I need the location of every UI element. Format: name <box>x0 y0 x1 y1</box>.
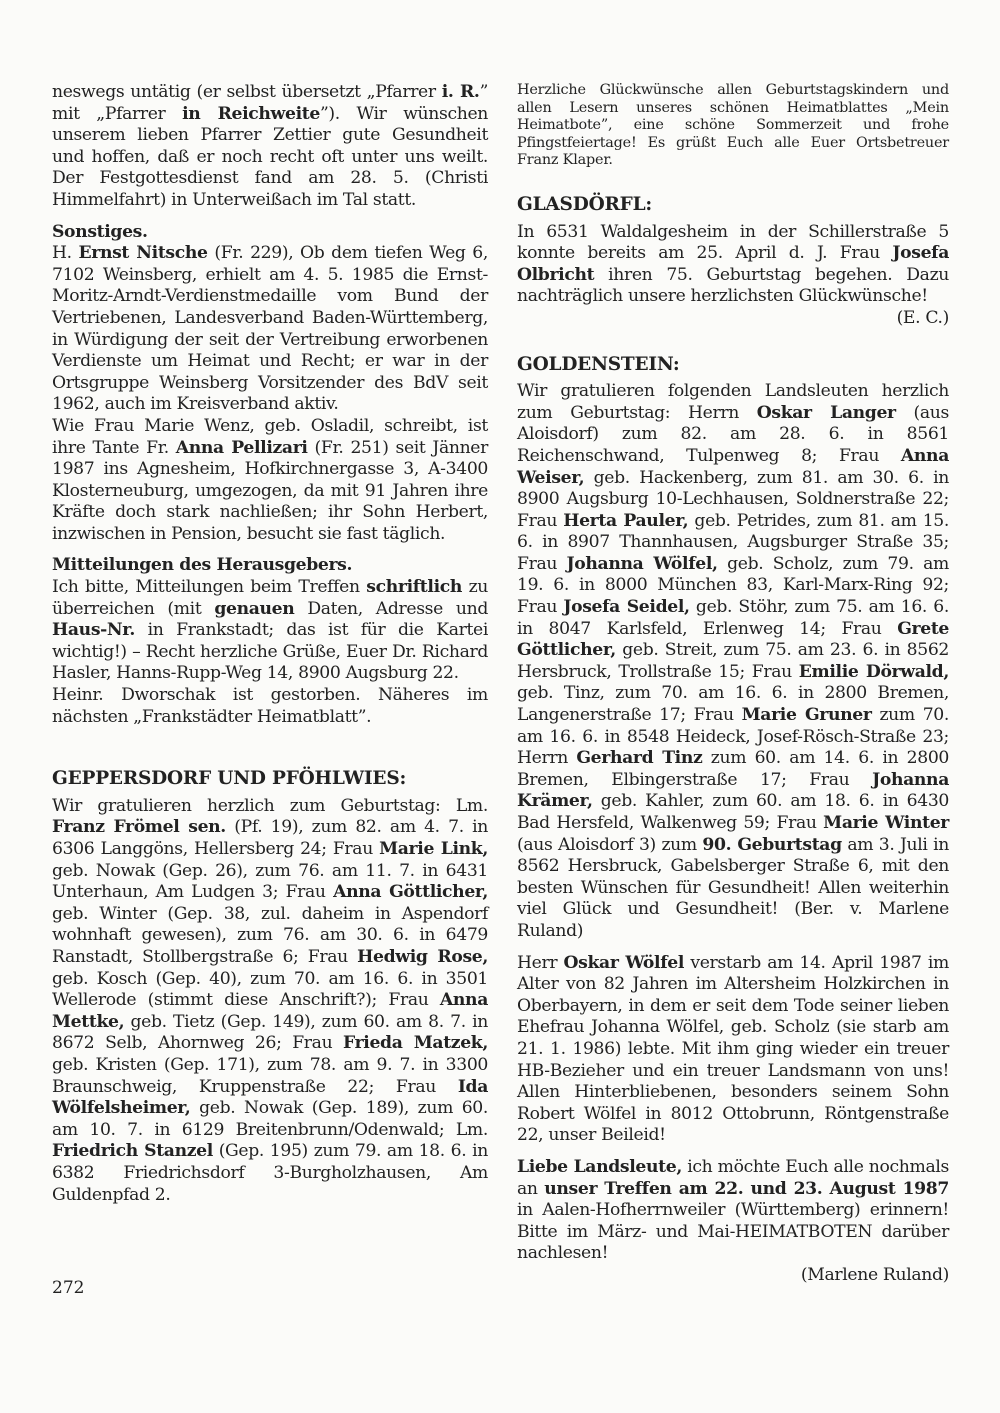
right-column <box>517 82 949 1286</box>
paragraph-nitsche: H. Ernst Nitsche (Fr. 229), Ob dem tiefen Weg 6, 7102 Weinsberg, erhielt am 4. 5. 1985 die Ernst-Moritz-Arndt-Verdienstmedaille vom Bund der Vertriebenen, Landesverband Baden-Württemberg, in Würdigung der seit der Vertreibung erworbenen Verdienste um Heimat und Recht; er war in der Ortsgruppe Weinsberg Vorsitzender des BdV seit 1962, auch im Kreisverband aktiv. <box>52 243 488 415</box>
section-heading-geppersdorf: GEPPERSDORF UND PFÖHLWIES: <box>52 768 407 790</box>
paragraph-treffen-reminder: Liebe Landsleute, ich möchte Euch alle nochmals an unser Treffen am 22. und 23. August 1987 in Aalen-Hofherrnweiler (Württemberg) erinnern! Bitte im März- und Mai-HEIMATBOTEN darüber nachlesen! <box>517 1156 949 1264</box>
page-number: 272 <box>52 1278 85 1298</box>
paragraph-glasdoerfl: In 6531 Waldalgesheim in der Schillerstraße 5 konnte bereits am 25. April d. J. Frau Josefa Olbricht ihren 75. Geburtstag begehen. Dazu nachträglich unsere herzlichsten Glückwünsche! <box>517 221 949 307</box>
section-heading-goldenstein: GOLDENSTEIN: <box>517 353 680 375</box>
paragraph-goldenstein: Wir gratulieren folgenden Landsleuten herzlich zum Geburtstag: Herrn Oskar Langer (aus Aloisdorf) zum 82. am 28. 6. in 8561 Reichenschwand, Tulpenweg 8; Frau Anna Weiser, geb. Hackenberg, zum 81. am 30. 6. in 8900 Augsburg 10-Lechhausen, Soldnerstraße 22; Frau Herta Pauler, geb. Petrides, zum 81. am 15. 6. in 8907 Thannhausen, Augsburger Straße 35; Frau Johanna Wölfel, geb. Scholz, zum 79. am 19. 6. in 8000 München 83, Karl-Marx-Ring 92; Frau Josefa Seidel, geb. Stöhr, zum 75. am 16. 6. in 8047 Karlsfeld, Erlenweg 14; Frau Grete Göttlicher, geb. Streit, zum 75. am 23. 6. in 8562 Hersbruck, Trollstraße 15; Frau Emilie Dörwald, geb. Tinz, zum 70. am 16. 6. in 2800 Bremen, Langenerstraße 17; Frau Marie Gruner zum 70. am 16. 6. in 8548 Heideck, Josef-Rösch-Straße 23; Herrn Gerhard Tinz zum 60. am 14. 6. in 2800 Bremen, Elbingerstraße 17; Frau Johanna Krämer, geb. Kahler, zum 60. am 18. 6. in 6430 Bad Hersfeld, Walkenweg 59; Frau Marie Winter (aus Aloisdorf 3) zum 90. Geburtstag am 3. Juli in 8562 Hersbruck, Gabelsberger Straße 6, mit den besten Wünschen für Gesundheit! Allen weiterhin viel Glück und Gesundheit! (Ber. v. Marlene Ruland) <box>517 381 950 941</box>
paragraph-greetings: Herzliche Glückwünsche allen Geburtstagskindern und allen Lesern unseres schönen Heimatblattes „Mein Heimatbote”, eine schöne Sommerzeit und frohe Pfingstfeiertage! Es grüßt Euch alle Euer Ortsbetreuer Franz Klaper. <box>517 82 949 169</box>
subheading-mitteilungen: Mitteilungen des Herausgebers. <box>52 555 353 576</box>
signature-ec: (E. C.) <box>896 307 949 328</box>
left-column <box>52 82 488 1206</box>
section-heading-glasdoerfl: GLASDÖRFL: <box>517 193 653 215</box>
subheading-sonstiges: Sonstiges. <box>52 221 148 242</box>
paragraph-obituary-woelfel: Herr Oskar Wölfel verstarb am 14. April 1987 im Alter von 82 Jahren im Altersheim Holzkirchen in Oberbayern, in dem er seit dem Tode seiner lieben Ehefrau Johanna Wölfel, geb. Scholz (sie starb am 21. 1. 1986) lebte. Mit ihm ging wieder ein treuer HB-Bezieher und ein treuer Landsmann von uns! Allen Hinterbliebenen, besonders seinem Sohn Robert Wölfel in 8012 Ottobrunn, Röntgenstraße 22, unser Beileid! <box>517 952 949 1146</box>
paragraph-pfarrer: neswegs untätig (er selbst übersetzt „Pfarrer i. R.” mit „Pfarrer in Reichweite”). Wir wünschen unserem lieben Pfarrer Zettier gute Gesundheit und hoffen, daß er noch recht oft unter uns weilt. Der Festgottesdienst fand am 28. 5. (Christi Himmelfahrt) in Unterweißach im Tal statt. <box>52 82 488 210</box>
paragraph-geppersdorf: Wir gratulieren herzlich zum Geburtstag: Lm. Franz Frömel sen. (Pf. 19), zum 82. am 4. 7. in 6306 Langgöns, Hellersberg 24; Frau Marie Link, geb. Nowak (Gep. 26), zum 76. am 11. 7. in 6431 Unterhaun, Am Ludgen 3; Frau Anna Göttlicher, geb. Winter (Gep. 38, zul. daheim in Aspendorf wohnhaft gewesen), zum 76. am 30. 6. in 6479 Ranstadt, Stollbergstraße 6; Frau Hedwig Rose, geb. Kosch (Gep. 40), zum 70. am 16. 6. in 3501 Wellerode (stimmt diese Anschrift?); Frau Anna Mettke, geb. Tietz (Gep. 149), zum 60. am 8. 7. in 8672 Selb, Ahornweg 26; Frau Frieda Matzek, geb. Kristen (Gep. 171), zum 78. am 9. 7. in 3300 Braunschweig, Kruppenstraße 22; Frau Ida Wölfelsheimer, geb. Nowak (Gep. 189), zum 60. am 10. 7. in 6129 Breitenbrunn/Odenwald; Lm. Friedrich Stanzel (Gep. 195) zum 79. am 18. 6. in 6382 Friedrichsdorf 3-Burgholzhausen, Am Guldenpfad 2. <box>52 795 488 1205</box>
paragraph-mitteilungen: Ich bitte, Mitteilungen beim Treffen schriftlich zu überreichen (mit genauen Daten, Adresse und Haus-Nr. in Frankstadt; das ist für die Kartei wichtig!) – Recht herzliche Grüße, Euer Dr. Richard Hasler, Hanns-Rupp-Weg 14, 8900 Augsburg 22. <box>52 577 488 684</box>
paragraph-dworschak: Heinr. Dworschak ist gestorben. Näheres im nächsten „Frankstädter Heimatblatt”. <box>52 685 488 727</box>
signature-ruland: (Marlene Ruland) <box>800 1264 949 1285</box>
paragraph-pellizari: Wie Frau Marie Wenz, geb. Osladil, schreibt, ist ihre Tante Fr. Anna Pellizari (Fr. 251) seit Jänner 1987 ins Agnesheim, Hofkirchnergasse 3, A-3400 Klosterneuburg, umgezogen, da mit 91 Jahren ihre Kräfte doch stark nachließen; ihr Sohn Herbert, inzwischen in Pension, besucht sie fast täglich. <box>52 415 488 544</box>
